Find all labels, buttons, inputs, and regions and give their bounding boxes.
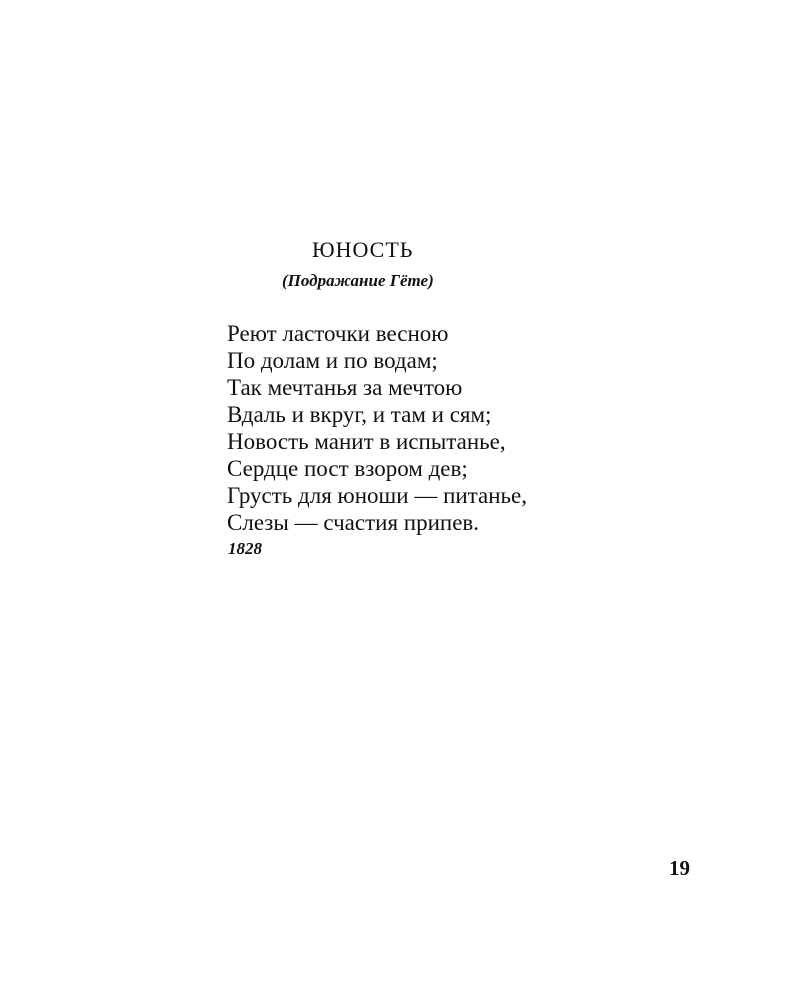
poem-line: Грусть для юноши — питанье, <box>227 483 527 508</box>
poem-line: Сердце пост взором дев; <box>227 456 468 481</box>
poem-line: По долам и по водам; <box>227 348 438 373</box>
poem-subtitle: (Подражание Гёте) <box>282 271 434 290</box>
poem-line: Реют ласточки весною <box>227 321 449 346</box>
poem-line: Слезы — счастия припев. <box>227 510 480 535</box>
poem-line: Новость манит в испытанье, <box>227 429 506 454</box>
poem-title: ЮНОСТЬ <box>312 237 414 262</box>
poem-line: Так мечтанья за мечтою <box>227 375 463 400</box>
poem-line: Вдаль и вкруг, и там и сям; <box>227 402 492 427</box>
poem-year: 1828 <box>228 539 262 558</box>
poem-body <box>227 320 527 536</box>
page-number: 19 <box>669 856 690 880</box>
